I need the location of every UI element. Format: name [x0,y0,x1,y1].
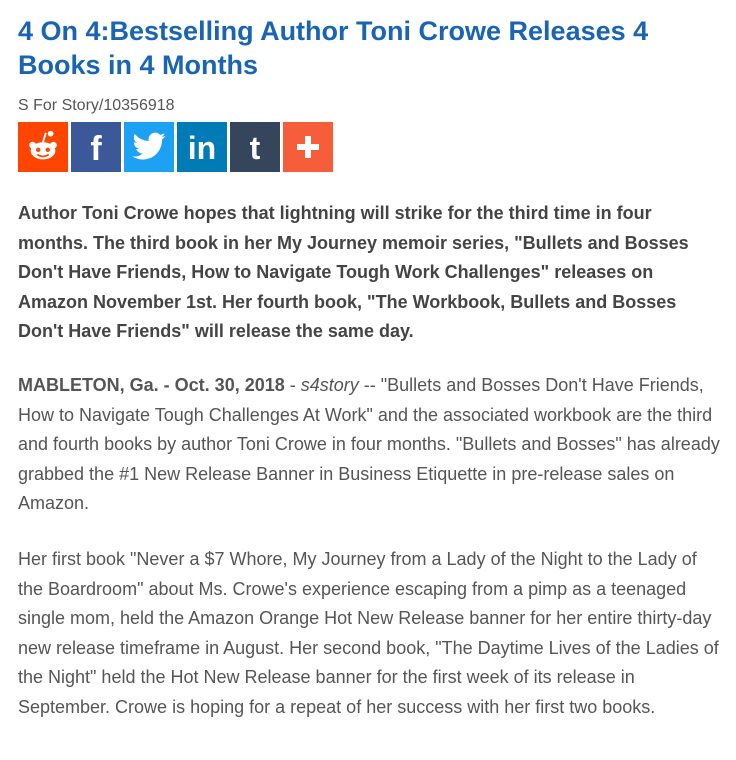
article-paragraph-1 [18,371,723,519]
tumblr-icon [237,129,273,165]
plus-icon [294,133,322,161]
reddit-icon [24,128,62,166]
article-paragraph-2: Her first book "Never a $7 Whore, My Journey from a Lady of the Night to the Lady of the Boardroom" about Ms. Crowe's experience escaping from a pimp as a teenaged single mom, held the Amazon Orange Hot New Release banner for her entire thirty-day new release timeframe in August. Her second book, "The Daytime Lives of the Ladies of the Night" held the Hot New Release banner for the first week of its release in September. Crowe is hoping for a repeat of her success with her first two books. [18,549,719,717]
linkedin-icon [182,129,222,165]
paragraph-1-text: -- "Bullets and Bosses Don't Have Friends, How to Navigate Tough Challenges At Work" and the associated workbook are the third and fourth books by author Toni Crowe in four months. "Bullets and Bosses" has already grabbed the #1 New Release Banner in Business Etiquette in pre-release sales on Amazon. [18,375,720,513]
dateline: MABLETON, Ga. - Oct. 30, 2018 [18,375,285,395]
twitter-share-button[interactable] [124,122,174,172]
tumblr-share-button[interactable] [230,122,280,172]
svg-text:in: in [187,130,217,165]
article-lead: Author Toni Crowe hopes that lightning will strike for the third time in four months. The third book in her My Journey memoir series, "Bullets and Bosses Don't Have Friends, How to Navigate Tough Work Challenges" releases on Amazon November 1st. Her fourth book, "The Workbook, Bullets and Bosses Don't Have Friends" will release the same day. [18,203,689,341]
svg-text:f: f [90,130,102,165]
source-name: s4story [300,375,359,395]
facebook-icon [78,129,114,165]
reddit-share-button[interactable] [18,122,68,172]
more-share-button[interactable] [283,122,333,172]
svg-text:t: t [249,130,261,165]
article-title: 4 On 4:Bestselling Author Toni Crowe Releases 4 Books in 4 Months [18,16,649,80]
twitter-icon [131,129,167,165]
dateline-separator: - [284,375,301,395]
facebook-share-button[interactable] [71,122,121,172]
byline: S For Story/10356918 [18,97,175,114]
share-bar [18,122,333,172]
linkedin-share-button[interactable] [177,122,227,172]
